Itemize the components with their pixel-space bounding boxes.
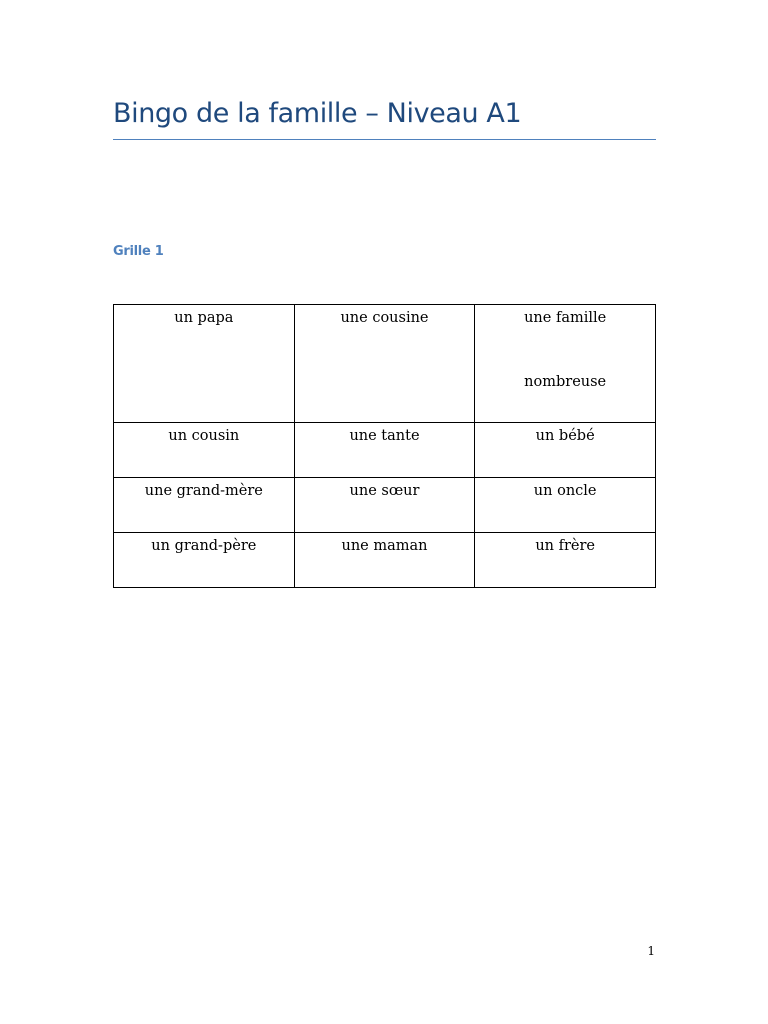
cell-text-line-2: nombreuse [524,374,607,390]
section-heading: Grille 1 [113,244,164,259]
bingo-cell [114,533,295,588]
table-row [114,423,656,478]
cell-text: un bébé [535,428,595,444]
table-row [114,305,656,423]
cell-text: un papa [174,310,234,326]
bingo-cell [294,423,475,478]
bingo-cell [475,423,656,478]
bingo-grid [113,304,656,588]
bingo-cell [114,305,295,423]
cell-text: un oncle [533,483,597,499]
bingo-cell [294,478,475,533]
cell-text-line-1: une famille [524,310,607,326]
bingo-cell [114,478,295,533]
bingo-cell [475,305,656,423]
cell-text: un cousin [168,428,240,444]
cell-text: un frère [535,538,595,554]
cell-text: un grand-père [151,538,257,554]
table-row [114,478,656,533]
cell-text: une maman [341,538,428,554]
bingo-cell [294,305,475,423]
bingo-cell [475,533,656,588]
cell-text: une tante [349,428,420,444]
bingo-cell [294,533,475,588]
page-number: 1 [647,944,655,958]
cell-text: une sœur [349,483,420,499]
bingo-cell [475,478,656,533]
title-underline-rule [113,139,656,140]
cell-text: une grand-mère [144,483,263,499]
bingo-cell [114,423,295,478]
page-title: Bingo de la famille – Niveau A1 [113,98,522,129]
table-row [114,533,656,588]
cell-text [475,305,655,392]
cell-text: une cousine [340,310,429,326]
